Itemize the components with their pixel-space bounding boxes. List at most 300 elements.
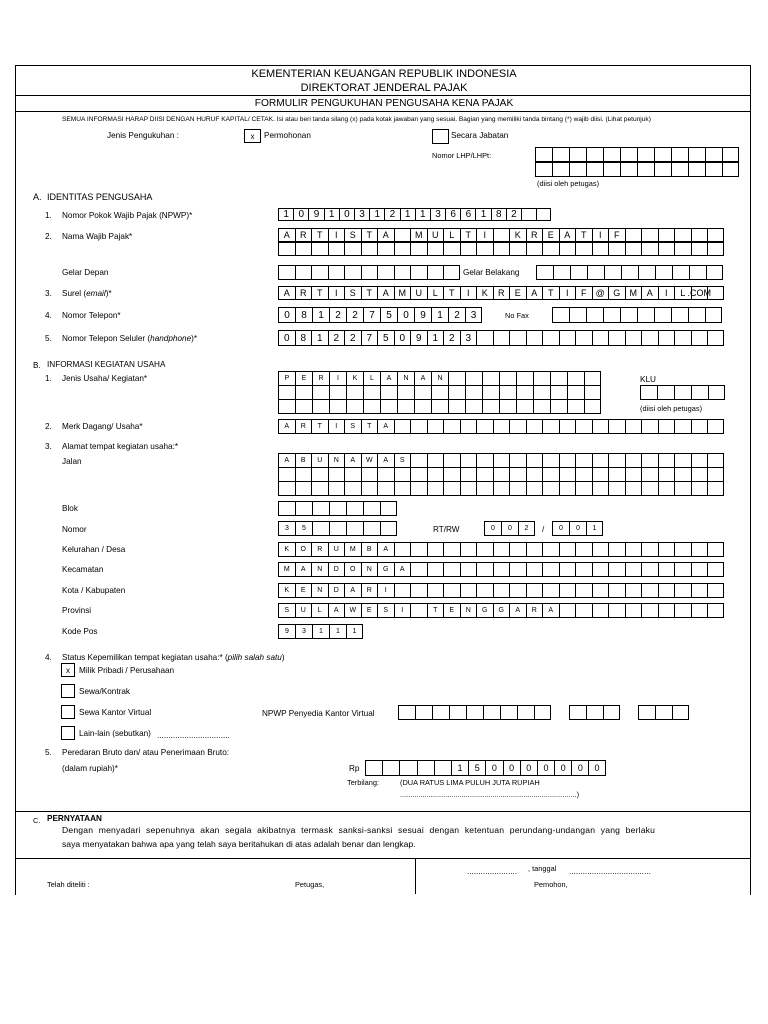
char-cell[interactable]: T <box>361 419 378 434</box>
char-cell[interactable]: U <box>328 542 345 557</box>
char-cell[interactable]: 1 <box>586 521 603 536</box>
char-cell[interactable]: R <box>493 286 510 300</box>
gelar-belakang-grid[interactable] <box>536 265 723 280</box>
char-cell[interactable] <box>603 307 620 323</box>
char-cell[interactable] <box>311 481 328 496</box>
sewa-kantor-virtual-checkbox[interactable] <box>61 705 75 719</box>
char-cell[interactable]: A <box>526 286 543 300</box>
char-cell[interactable]: 2 <box>344 330 361 346</box>
char-cell[interactable] <box>550 385 567 400</box>
char-cell[interactable] <box>432 705 449 720</box>
char-cell[interactable] <box>550 371 567 386</box>
char-cell[interactable] <box>499 371 516 386</box>
char-cell[interactable]: 1 <box>312 624 329 639</box>
char-cell[interactable]: 3 <box>460 330 477 346</box>
char-cell[interactable]: I <box>394 603 411 618</box>
char-cell[interactable] <box>482 385 499 400</box>
char-cell[interactable]: W <box>344 603 361 618</box>
char-cell[interactable] <box>658 542 675 557</box>
char-cell[interactable] <box>575 583 592 598</box>
char-cell[interactable] <box>625 583 642 598</box>
char-cell[interactable]: 5 <box>295 521 312 536</box>
char-cell[interactable] <box>641 583 658 598</box>
char-cell[interactable]: 8 <box>295 307 312 323</box>
char-cell[interactable] <box>640 385 657 400</box>
char-cell[interactable]: 5 <box>377 330 394 346</box>
char-cell[interactable] <box>691 542 708 557</box>
char-cell[interactable]: 7 <box>361 330 378 346</box>
char-cell[interactable] <box>584 385 601 400</box>
char-cell[interactable] <box>278 481 295 496</box>
char-cell[interactable] <box>658 603 675 618</box>
char-cell[interactable]: U <box>295 603 312 618</box>
char-cell[interactable]: 0 <box>394 330 411 346</box>
permohonan-checkbox[interactable]: x <box>244 129 261 143</box>
char-cell[interactable] <box>641 242 658 256</box>
char-cell[interactable]: 9 <box>278 624 295 639</box>
char-cell[interactable]: W <box>361 453 378 468</box>
char-cell[interactable] <box>584 399 601 414</box>
char-cell[interactable] <box>526 481 543 496</box>
char-cell[interactable]: @ <box>592 286 609 300</box>
char-cell[interactable] <box>499 399 516 414</box>
char-cell[interactable]: 0 <box>501 521 518 536</box>
jalan-grid-row3[interactable] <box>278 481 724 496</box>
char-cell[interactable] <box>397 385 414 400</box>
char-cell[interactable]: L <box>363 371 380 386</box>
char-cell[interactable]: 0 <box>397 307 414 323</box>
char-cell[interactable] <box>625 603 642 618</box>
char-cell[interactable]: 9 <box>410 330 427 346</box>
char-cell[interactable] <box>534 705 551 720</box>
char-cell[interactable] <box>410 467 427 482</box>
char-cell[interactable] <box>449 705 466 720</box>
char-cell[interactable]: B <box>361 542 378 557</box>
char-cell[interactable]: 1 <box>329 624 346 639</box>
char-cell[interactable] <box>476 542 493 557</box>
char-cell[interactable] <box>707 286 724 300</box>
char-cell[interactable] <box>493 419 510 434</box>
char-cell[interactable] <box>641 542 658 557</box>
char-cell[interactable] <box>575 603 592 618</box>
char-cell[interactable] <box>608 603 625 618</box>
char-cell[interactable] <box>346 501 363 516</box>
char-cell[interactable] <box>657 385 674 400</box>
char-cell[interactable] <box>691 330 708 346</box>
char-cell[interactable] <box>641 603 658 618</box>
char-cell[interactable] <box>641 467 658 482</box>
char-cell[interactable] <box>493 583 510 598</box>
char-cell[interactable] <box>542 419 559 434</box>
char-cell[interactable]: 0 <box>520 760 537 776</box>
char-cell[interactable] <box>603 705 620 720</box>
jalan-grid-row2[interactable] <box>278 467 724 482</box>
char-cell[interactable] <box>493 453 510 468</box>
char-cell[interactable] <box>295 501 312 516</box>
char-cell[interactable] <box>448 385 465 400</box>
char-cell[interactable]: 1 <box>431 307 448 323</box>
char-cell[interactable] <box>443 583 460 598</box>
char-cell[interactable]: A <box>278 453 295 468</box>
char-cell[interactable] <box>278 265 295 280</box>
char-cell[interactable] <box>476 481 493 496</box>
char-cell[interactable] <box>658 419 675 434</box>
char-cell[interactable] <box>542 562 559 577</box>
char-cell[interactable] <box>509 583 526 598</box>
char-cell[interactable] <box>278 501 295 516</box>
char-cell[interactable] <box>311 467 328 482</box>
char-cell[interactable] <box>608 467 625 482</box>
char-cell[interactable] <box>427 583 444 598</box>
char-cell[interactable] <box>654 307 671 323</box>
char-cell[interactable]: L <box>311 603 328 618</box>
char-cell[interactable]: S <box>344 286 361 300</box>
char-cell[interactable] <box>575 453 592 468</box>
char-cell[interactable] <box>691 583 708 598</box>
char-cell[interactable] <box>493 467 510 482</box>
char-cell[interactable] <box>410 453 427 468</box>
char-cell[interactable]: A <box>328 603 345 618</box>
char-cell[interactable] <box>415 705 432 720</box>
char-cell[interactable]: R <box>526 603 543 618</box>
char-cell[interactable] <box>672 265 689 280</box>
char-cell[interactable] <box>509 542 526 557</box>
char-cell[interactable] <box>674 583 691 598</box>
char-cell[interactable]: 0 <box>485 760 502 776</box>
char-cell[interactable]: A <box>542 603 559 618</box>
char-cell[interactable] <box>361 265 378 280</box>
char-cell[interactable]: 8 <box>491 208 506 221</box>
char-cell[interactable] <box>482 371 499 386</box>
sewa-kontrak-checkbox[interactable] <box>61 684 75 698</box>
char-cell[interactable]: S <box>278 603 295 618</box>
jenis-grid-row1[interactable] <box>278 371 601 386</box>
char-cell[interactable] <box>329 521 346 536</box>
char-cell[interactable]: 0 <box>554 760 571 776</box>
char-cell[interactable] <box>328 467 345 482</box>
char-cell[interactable] <box>377 265 394 280</box>
char-cell[interactable]: I <box>559 286 576 300</box>
char-cell[interactable]: G <box>493 603 510 618</box>
char-cell[interactable]: O <box>344 562 361 577</box>
char-cell[interactable] <box>658 453 675 468</box>
char-cell[interactable]: S <box>344 419 361 434</box>
char-cell[interactable]: 3 <box>354 208 369 221</box>
char-cell[interactable]: T <box>311 286 328 300</box>
char-cell[interactable] <box>575 467 592 482</box>
char-cell[interactable] <box>516 371 533 386</box>
char-cell[interactable] <box>448 371 465 386</box>
char-cell[interactable]: 2 <box>448 307 465 323</box>
char-cell[interactable]: 1 <box>475 208 490 221</box>
char-cell[interactable] <box>509 330 526 346</box>
char-cell[interactable] <box>312 501 329 516</box>
bruto-grid[interactable] <box>365 760 606 776</box>
char-cell[interactable]: T <box>575 228 592 242</box>
char-cell[interactable] <box>443 265 460 280</box>
char-cell[interactable] <box>329 385 346 400</box>
char-cell[interactable] <box>608 242 625 256</box>
char-cell[interactable]: L <box>427 286 444 300</box>
char-cell[interactable] <box>542 542 559 557</box>
char-cell[interactable] <box>567 371 584 386</box>
char-cell[interactable]: A <box>278 286 295 300</box>
char-cell[interactable]: I <box>329 371 346 386</box>
char-cell[interactable] <box>691 481 708 496</box>
char-cell[interactable] <box>500 705 517 720</box>
char-cell[interactable] <box>460 481 477 496</box>
char-cell[interactable] <box>394 419 411 434</box>
char-cell[interactable] <box>526 419 543 434</box>
char-cell[interactable] <box>641 453 658 468</box>
char-cell[interactable]: 2 <box>329 307 346 323</box>
char-cell[interactable] <box>559 542 576 557</box>
char-cell[interactable] <box>567 399 584 414</box>
char-cell[interactable] <box>493 481 510 496</box>
lain-lain-checkbox[interactable] <box>61 726 75 740</box>
char-cell[interactable] <box>460 542 477 557</box>
char-cell[interactable]: I <box>328 228 345 242</box>
char-cell[interactable] <box>295 481 312 496</box>
char-cell[interactable] <box>443 242 460 256</box>
char-cell[interactable] <box>312 385 329 400</box>
char-cell[interactable] <box>427 542 444 557</box>
char-cell[interactable]: A <box>344 453 361 468</box>
char-cell[interactable] <box>625 467 642 482</box>
char-cell[interactable]: G <box>377 562 394 577</box>
char-cell[interactable]: 1 <box>400 208 415 221</box>
char-cell[interactable] <box>295 467 312 482</box>
char-cell[interactable]: A <box>278 419 295 434</box>
char-cell[interactable] <box>592 562 609 577</box>
char-cell[interactable] <box>707 583 724 598</box>
char-cell[interactable]: 9 <box>308 208 323 221</box>
char-cell[interactable]: A <box>509 603 526 618</box>
char-cell[interactable] <box>312 521 329 536</box>
char-cell[interactable] <box>361 467 378 482</box>
char-cell[interactable]: N <box>361 562 378 577</box>
char-cell[interactable] <box>328 265 345 280</box>
char-cell[interactable]: F <box>608 228 625 242</box>
char-cell[interactable] <box>586 705 603 720</box>
char-cell[interactable] <box>509 562 526 577</box>
char-cell[interactable] <box>559 562 576 577</box>
char-cell[interactable] <box>674 453 691 468</box>
char-cell[interactable] <box>476 330 493 346</box>
char-cell[interactable]: N <box>397 371 414 386</box>
char-cell[interactable]: E <box>509 286 526 300</box>
char-cell[interactable] <box>509 419 526 434</box>
char-cell[interactable] <box>476 242 493 256</box>
char-cell[interactable] <box>552 307 569 323</box>
char-cell[interactable] <box>363 399 380 414</box>
char-cell[interactable] <box>526 562 543 577</box>
char-cell[interactable]: 6 <box>445 208 460 221</box>
char-cell[interactable] <box>674 385 691 400</box>
kota-grid[interactable] <box>278 583 724 598</box>
char-cell[interactable] <box>625 419 642 434</box>
char-cell[interactable] <box>526 583 543 598</box>
char-cell[interactable]: E <box>443 603 460 618</box>
char-cell[interactable] <box>542 467 559 482</box>
char-cell[interactable] <box>363 501 380 516</box>
char-cell[interactable] <box>328 481 345 496</box>
char-cell[interactable] <box>575 242 592 256</box>
char-cell[interactable] <box>575 481 592 496</box>
char-cell[interactable] <box>542 453 559 468</box>
char-cell[interactable] <box>329 399 346 414</box>
char-cell[interactable]: D <box>328 583 345 598</box>
char-cell[interactable] <box>398 705 415 720</box>
char-cell[interactable] <box>707 242 724 256</box>
char-cell[interactable]: 2 <box>384 208 399 221</box>
char-cell[interactable] <box>460 562 477 577</box>
char-cell[interactable]: 0 <box>339 208 354 221</box>
char-cell[interactable] <box>542 330 559 346</box>
char-cell[interactable] <box>550 399 567 414</box>
char-cell[interactable] <box>674 467 691 482</box>
char-cell[interactable] <box>434 760 451 776</box>
char-cell[interactable] <box>674 542 691 557</box>
char-cell[interactable]: 1 <box>451 760 468 776</box>
char-cell[interactable] <box>509 481 526 496</box>
char-cell[interactable] <box>526 242 543 256</box>
char-cell[interactable]: A <box>377 228 394 242</box>
char-cell[interactable] <box>361 242 378 256</box>
char-cell[interactable]: 2 <box>506 208 521 221</box>
char-cell[interactable]: R <box>295 286 312 300</box>
char-cell[interactable] <box>559 481 576 496</box>
char-cell[interactable] <box>625 228 642 242</box>
merk-grid[interactable] <box>278 419 724 434</box>
char-cell[interactable]: 2 <box>443 330 460 346</box>
char-cell[interactable]: 0 <box>588 760 605 776</box>
char-cell[interactable] <box>394 242 411 256</box>
char-cell[interactable]: F <box>575 286 592 300</box>
char-cell[interactable] <box>533 399 550 414</box>
char-cell[interactable] <box>707 453 724 468</box>
char-cell[interactable] <box>569 307 586 323</box>
char-cell[interactable]: 0 <box>503 760 520 776</box>
char-cell[interactable] <box>380 521 397 536</box>
char-cell[interactable] <box>674 481 691 496</box>
char-cell[interactable] <box>427 467 444 482</box>
char-cell[interactable] <box>295 265 312 280</box>
char-cell[interactable] <box>410 542 427 557</box>
secara-jabatan-checkbox[interactable] <box>432 129 449 144</box>
char-cell[interactable]: L <box>674 286 691 300</box>
char-cell[interactable] <box>592 419 609 434</box>
char-cell[interactable] <box>559 330 576 346</box>
char-cell[interactable]: K <box>278 583 295 598</box>
char-cell[interactable] <box>608 330 625 346</box>
char-cell[interactable] <box>521 208 536 221</box>
char-cell[interactable] <box>526 542 543 557</box>
char-cell[interactable] <box>655 265 672 280</box>
char-cell[interactable] <box>493 330 510 346</box>
lhp-grid[interactable] <box>535 147 739 162</box>
char-cell[interactable] <box>509 467 526 482</box>
char-cell[interactable]: A <box>377 286 394 300</box>
char-cell[interactable] <box>397 399 414 414</box>
char-cell[interactable]: N <box>431 371 448 386</box>
char-cell[interactable] <box>344 242 361 256</box>
char-cell[interactable] <box>542 583 559 598</box>
char-cell[interactable] <box>476 453 493 468</box>
char-cell[interactable] <box>575 542 592 557</box>
char-cell[interactable] <box>465 371 482 386</box>
char-cell[interactable] <box>706 265 723 280</box>
char-cell[interactable] <box>427 242 444 256</box>
char-cell[interactable] <box>526 330 543 346</box>
char-cell[interactable] <box>466 705 483 720</box>
char-cell[interactable] <box>533 371 550 386</box>
char-cell[interactable]: 3 <box>295 624 312 639</box>
char-cell[interactable]: 1 <box>369 208 384 221</box>
char-cell[interactable] <box>295 242 312 256</box>
char-cell[interactable] <box>553 265 570 280</box>
char-cell[interactable]: U <box>410 286 427 300</box>
char-cell[interactable]: T <box>361 228 378 242</box>
char-cell[interactable] <box>394 265 411 280</box>
char-cell[interactable] <box>575 330 592 346</box>
char-cell[interactable] <box>410 583 427 598</box>
char-cell[interactable] <box>278 399 295 414</box>
char-cell[interactable]: A <box>295 562 312 577</box>
char-cell[interactable] <box>443 419 460 434</box>
char-cell[interactable]: L <box>443 228 460 242</box>
char-cell[interactable]: G <box>476 603 493 618</box>
char-cell[interactable]: M <box>344 542 361 557</box>
seluler-grid[interactable] <box>278 330 724 346</box>
char-cell[interactable] <box>344 265 361 280</box>
char-cell[interactable]: 0 <box>278 330 295 346</box>
char-cell[interactable] <box>394 583 411 598</box>
lhp-grid-2[interactable] <box>535 162 739 177</box>
char-cell[interactable]: 3 <box>465 307 482 323</box>
char-cell[interactable] <box>460 453 477 468</box>
char-cell[interactable] <box>443 467 460 482</box>
char-cell[interactable] <box>637 307 654 323</box>
char-cell[interactable] <box>608 481 625 496</box>
char-cell[interactable]: S <box>377 603 394 618</box>
char-cell[interactable] <box>431 399 448 414</box>
char-cell[interactable] <box>570 265 587 280</box>
nomor-grid[interactable] <box>278 521 397 536</box>
char-cell[interactable] <box>707 228 724 242</box>
char-cell[interactable]: E <box>295 371 312 386</box>
rt-grid[interactable] <box>484 521 535 536</box>
char-cell[interactable] <box>536 208 551 221</box>
char-cell[interactable] <box>509 242 526 256</box>
char-cell[interactable] <box>344 481 361 496</box>
char-cell[interactable]: T <box>443 286 460 300</box>
char-cell[interactable] <box>688 307 705 323</box>
char-cell[interactable] <box>707 603 724 618</box>
char-cell[interactable] <box>394 228 411 242</box>
telepon-grid[interactable] <box>278 307 482 323</box>
char-cell[interactable] <box>592 330 609 346</box>
char-cell[interactable] <box>410 242 427 256</box>
char-cell[interactable]: T <box>542 286 559 300</box>
char-cell[interactable] <box>382 760 399 776</box>
char-cell[interactable] <box>476 467 493 482</box>
char-cell[interactable] <box>312 399 329 414</box>
char-cell[interactable] <box>707 467 724 482</box>
char-cell[interactable] <box>493 242 510 256</box>
char-cell[interactable] <box>641 228 658 242</box>
char-cell[interactable] <box>443 542 460 557</box>
